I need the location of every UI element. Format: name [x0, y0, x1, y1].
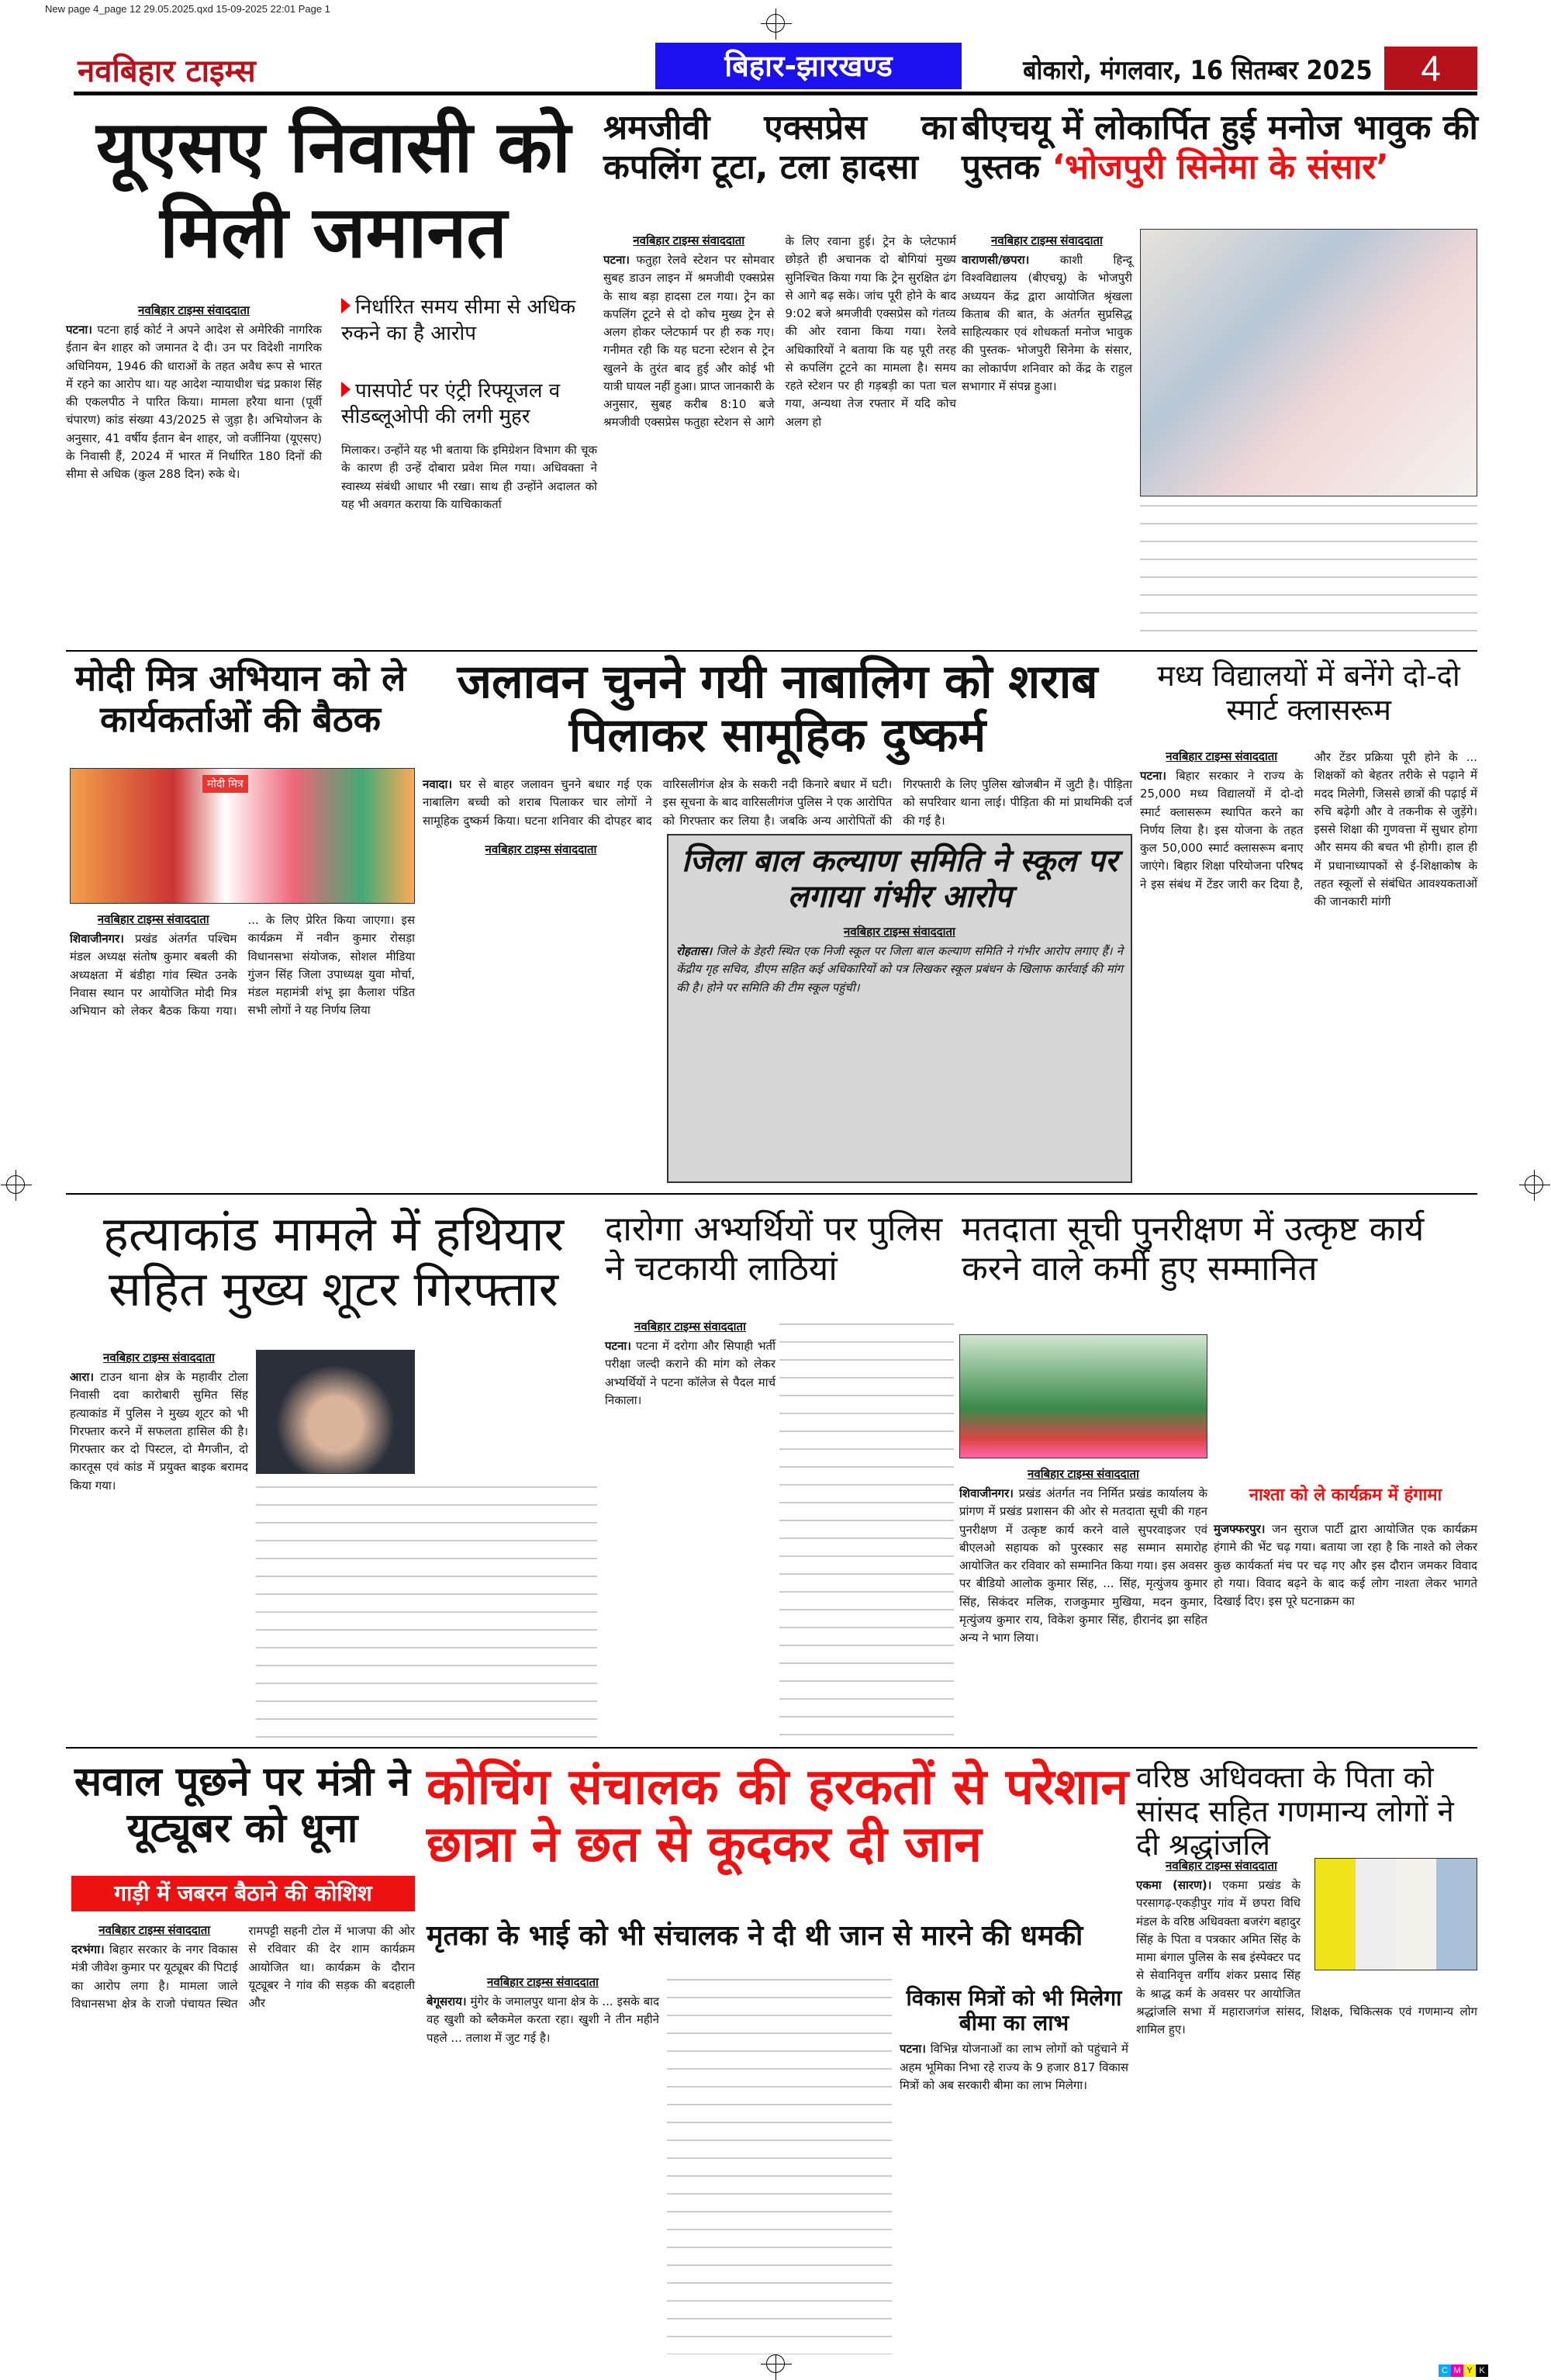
magenta-swatch: M: [1451, 2364, 1463, 2377]
dateline-place: पटना।: [603, 253, 630, 267]
yellow-swatch: Y: [1463, 2364, 1476, 2377]
article-body: पटना हाई कोर्ट ने अपने आदेश से अमेरिकी नागरिक ईतान बेन शाहर को जमानत दे दी। उन पर विदेशी नागरिक अधिनियम, 1946 की धाराओं के तहत अवैध रूप से भारत में रहने का आरोप था। यह आदेश न्यायाधीश चंद्र प्रकाश सिंह की एकलपीठ ने पारित किया। मामला हरैया थाना (पूर्वी चंपारण) कांड संख्या 43/2025 से जुड़ा है। अभियोजन के अनुसार, 41 वर्षीय ईतान बेन शाहर, जो वर्जीनिया (यूएसए) के निवासी हैं, 2024 में भारत में निर्धारित 180 दिनों की सीमा से अधिक (कुल 288 दिन) रुके थे।: [66, 323, 322, 481]
dateline-place: पटना।: [605, 1339, 631, 1353]
article-body: जिले के डेहरी स्थित एक निजी स्कूल पर जिला बाल कल्याण समिति ने गंभीर आरोप लगाए हैं। ने केंद्रीय गृह सचिव, डीएम सहित कई अधिकारियों को पत्र लिखकर स्कूल प्रबंधन के खिलाफ कार्रवाई की मांग की है। होने पर समिति की टीम स्कूल पहुंची।: [676, 944, 1123, 995]
article-body: टाउन थाना क्षेत्र के महावीर टोला निवासी दवा कारोबारी सुमित सिंह हत्याकांड में पुलिस ने मुख्य शूटर को भी गिरफ्तार करने में सफलता हासिल की है। गिरफ्तार कर दो पिस्टल, दो मैगजीन, दो कारतूस एवं कांड में प्रयुक्त बाइक बरामद किया गया।: [70, 1370, 248, 1493]
byline: नवबिहार टाइम्स संवाददाता: [138, 304, 250, 317]
subhead: निर्धारित समय सीमा से अधिक रुकने का है आरोप: [341, 295, 597, 348]
headline-shraddhanjali: वरिष्ठ अधिवक्ता के पिता को सांसद सहित गणमान्य लोगों ने दी श्रद्धांजलि: [1136, 1760, 1454, 1863]
registration-mark-icon: [6, 1175, 25, 1194]
article-smart-class: [1140, 749, 1477, 1187]
byline: नवबिहार टाइम्स संवाददाता: [633, 234, 745, 247]
dateline: बोकारो, मंगलवार, 16 सितम्बर 2025: [1023, 55, 1373, 86]
article-body: एकमा प्रखंड के परसागढ़-एकड़ीपुर गांव में छपरा विधि मंडल के वरिष्ठ अधिवक्ता बजरंग बहादुर सिंह के पिता व पत्रकार अमित सिंह के मामा बंगाल पुलिस के सब इंस्पेक्टर पद से सेवानिवृत्त वर्गीय शंकर प्रसाद सिंह के श्राद्ध कर्म के अवसर पर आयोजित श्रद्धांजलि सभा में महाराजगंज सांसद, शिक्षक, चिकित्सक एवं गणमान्य लोग शामिल हुए।: [1136, 1878, 1477, 2036]
subhead-coaching: मृतका के भाई को भी संचालक ने दी थी जान से मारने की धमकी: [427, 1920, 1083, 1952]
dateline-place: पटना।: [900, 2042, 926, 2057]
divider: [66, 650, 1477, 652]
byline: नवबिहार टाइम्स संवाददाता: [1028, 1468, 1139, 1481]
dateline-place: रोहतास।: [676, 944, 713, 958]
headline-nashta: नाश्ता को ले कार्यक्रम में हंगामा: [1249, 1486, 1442, 1505]
article-nashta: [1214, 1520, 1477, 1610]
dateline-place: मुजफ्फरपुर।: [1214, 1522, 1266, 1536]
dateline-place: वाराणसी/छपरा।: [962, 253, 1030, 267]
byline: नवबिहार टाइम्स संवाददाता: [485, 843, 597, 856]
cyan-swatch: C: [1439, 2364, 1451, 2377]
registration-mark-icon: [766, 14, 785, 33]
article-hatyakand: [70, 1350, 248, 1495]
byline: नवबिहार टाइम्स संवाददाता: [1166, 1859, 1277, 1873]
registration-mark-icon: [1525, 1175, 1543, 1194]
headline-jalawan: जलावन चुनने गयी नाबालिग को शराब पिलाकर सामूहिक दुष्कर्म: [457, 655, 1098, 763]
headline-daroga: दारोगा अभ्यर्थियों पर पुलिस ने चटकायी लाठियां: [605, 1209, 943, 1289]
article-body: बिहार सरकार ने राज्य के 25,000 मध्य विद्यालयों में दो-दो स्मार्ट क्लासरूम स्थापित करने का निर्णय लिया है। इस योजना के तहत कुल 50,000 स्मार्ट क्लासरूम बनाए जाएंगे। बिहार शिक्षा परियोजना परिषद ने इस संबंध में टेंडर जारी कर दिया है, और टेंडर प्रक्रिया पूरी होने के ... शिक्षकों को बेहतर तरीके से पढ़ाने में मदद मिलेगी, जिससे छात्रों की पढ़ाई में रुचि बढ़ेगी और वे तकनीक से जुड़ेंगे। इससे शिक्षा की गुणवत्ता में सुधार होगा और समय की बचत भी होगी। हाल ही में प्रधानाध्यापकों से ई-शिक्षाकोष के तहत स्कूलों से संबंधित आवश्यकताओं की जानकारी मांगी: [1140, 750, 1477, 908]
article-body: विभिन्न योजनाओं का लाभ लोगों को पहुंचाने में अहम भूमिका निभा रहे राज्य के 9 हजार 817 विकास मित्रों को अब सरकारी बीमा का लाभ मिलेगा।: [900, 2042, 1128, 2092]
page-number: 4: [1384, 47, 1477, 90]
article-body: मुंगेर के जमालपुर थाना क्षेत्र के ... इसके बाद वह खुशी को ब्लैकमेल करता रहा। खुशी ने तीन महीने पहले ... तलाश में जुट गई है।: [427, 1994, 659, 2045]
article-body: बिहार सरकार के नगर विकास मंत्री जीवेश कुमार पर यूट्यूबर की पिटाई का आरोप लगा है। मामला जाले विधानसभा क्षेत्र के राजो पंचायत स्थित रामपट्टी सहनी टोल में भाजपा की ओर से रविवार की देर शाम कार्यक्रम आयोजित था। कार्यक्रम के दौरान यूट्यूबर ने गांव की सड़क की बदहाली और: [71, 1924, 415, 2011]
article-vikas-mitra: [900, 1986, 1128, 2095]
article-daroga: [605, 1319, 776, 1410]
dateline-place: बेगूसराय।: [427, 1994, 467, 2008]
text-filler: [256, 1482, 597, 1738]
byline: नवबिहार टाइम्स संवाददाता: [103, 1351, 215, 1365]
article-jalawan: [423, 776, 1132, 834]
text-filler: [1140, 500, 1477, 644]
headline-bal-kalyan: जिला बाल कल्याण समिति ने स्कूल पर लगाया गंभीर आरोप: [681, 843, 1118, 915]
byline: नवबिहार टाइम्स संवाददाता: [98, 1924, 211, 1937]
byline: नवबिहार टाइम्स संवाददाता: [844, 925, 955, 939]
text-filler: [779, 1319, 954, 1738]
section-title: बिहार-झारखण्ड: [655, 43, 962, 89]
article-bhu: [962, 233, 1132, 396]
article-jalawan-cont: [423, 842, 659, 860]
headline-smart-class: मध्य विद्यालयों में बनेंगे दो-दो स्मार्ट क्लासरूम: [1157, 659, 1460, 727]
article-modi-mitra: [70, 912, 415, 1187]
byline: नवबिहार टाइम्स संवाददाता: [97, 913, 209, 926]
article-body: फतुहा रेलवे स्टेशन पर सोमवार सुबह डाउन लाइन में श्रमजीवी एक्सप्रेस के साथ बड़ा हादसा टल गया। ट्रेन का कपलिंग टूटने से दो कोच मुख्य ट्रेन से अलग होकर प्लेटफार्म पर ही रुक गए। गनीमत रही कि यह घटना स्टेशन से ट्रेन खुलने के तुरंत बाद हुई और कोई भी यात्री घायल नहीं हुआ। प्राप्त जानकारी के अनुसार, सुबह करीब 8:10 बजे श्रमजीवी एक्सप्रेस फतुहा स्टेशन से आगे के लिए रवाना हुई। ट्रेन के प्लेटफार्म छोड़ते ही अचानक दो बोगियां मुख्य: [603, 234, 956, 430]
bal-kalyan-box: [667, 834, 1132, 1183]
felicitation-photo: [959, 1334, 1207, 1458]
registration-mark-icon: [766, 2354, 785, 2373]
dateline-place: आरा।: [70, 1370, 95, 1384]
text-filler: [667, 1974, 892, 2354]
headline-highlight: ‘भोजपुरी सिनेमा के संसार’: [1052, 147, 1389, 187]
article-body: काशी हिन्दू विश्वविद्यालय (बीएचयू) के भोजपुरी अध्ययन केंद्र द्वारा आयोजित श्रृंखला किताब की बात, के अंतर्गत सुप्रसिद्ध साहित्यकार एवं शोधकर्ता मनोज भावुक की पुस्तक- भोजपुरी सिनेमा के संसार, का लोकार्पण शनिवार को केंद्र के राहुल सभागार में संपन्न हुआ।: [962, 253, 1132, 393]
article-body: जन सुराज पार्टी द्वारा आयोजित एक कार्यक्रम हंगामे की भेंट चढ़ गया। बताया जा रहा है कि नाश्ते को लेकर कुछ कार्यकर्ता मंच पर चढ़ गए और इस दौरान जमकर विवाद हो गया। विवाद बढ़ने के बाद कई लोग नाश्ता लेकर भागते दिखाई दिए। इस पूरे घटनाक्रम का: [1214, 1522, 1477, 1608]
subhead-banner: गाड़ी में जबरन बैठाने की कोशिश: [71, 1876, 415, 1911]
dateline-place: पटना।: [66, 323, 92, 337]
headline-vikas-mitra: विकास मित्रों को भी मिलेगा बीमा का लाभ: [906, 1985, 1122, 2036]
banner-text: मोदी मित्र: [202, 775, 248, 793]
article-train: [603, 233, 956, 644]
byline: नवबिहार टाइम्स संवाददाता: [991, 234, 1103, 247]
headline-hatyakand: हत्याकांड मामले में हथियार सहित मुख्य शूटर गिरफ्तार: [102, 1206, 565, 1318]
headline-youtuber: सवाल पूछने पर मंत्री ने यूट्यूबर को धूना: [74, 1759, 410, 1852]
masthead-rule: [74, 92, 1477, 95]
divider: [66, 1193, 1477, 1195]
headline-train: श्रमजीवी एक्सप्रेस का कपलिंग टूटा, टला हादसा: [603, 108, 956, 187]
article-youtuber: [71, 1922, 415, 2357]
article-matdata: [959, 1466, 1207, 1647]
headline-matdata: मतदाता सूची पुनरीक्षण में उत्कृष्ट कार्य करने वाले कर्मी हुए सम्मानित: [962, 1209, 1425, 1289]
handcuffs-photo: [256, 1350, 415, 1474]
cmyk-color-bar: [1439, 2363, 1488, 2377]
byline: नवबिहार टाइम्स संवाददाता: [1166, 750, 1278, 763]
article-shraddhanjali: [1136, 1858, 1477, 2039]
bhu-book-launch-photo: [1140, 229, 1477, 496]
print-slug: New page 4_page 12 29.05.2025.qxd 15-09-2025 22:01 Page 1: [45, 3, 330, 15]
article-body: मिलाकर। उन्होंने यह भी बताया कि इमिग्रेशन विभाग की चूक के कारण ही उन्हें दोबारा प्रवेश मिल गया। अधिवक्ता ने स्वास्थ्य संबंधी आधार भी रखा। साथ ही उन्होंने अदालत को यह भी अवगत कराया कि याचिकाकर्ता: [341, 443, 597, 511]
headline-bhu: [962, 109, 1481, 187]
newspaper-logo: नवबिहार टाइम्स: [78, 54, 256, 89]
byline: नवबिहार टाइम्स संवाददाता: [634, 1320, 746, 1334]
black-swatch: K: [1476, 2364, 1488, 2377]
article-usa: [66, 303, 322, 483]
article-coaching: [427, 1974, 659, 2047]
article-body: पटना में दरोगा और सिपाही भर्ती परीक्षा जल्दी कराने की मांग को लेकर अभ्यर्थियों ने पटना कॉलेज से पैदल मार्च निकाला।: [605, 1339, 776, 1407]
dateline-place: शिवाजीनगर।: [70, 932, 124, 946]
divider: [66, 1747, 1477, 1749]
article-body: घर से बाहर जलावन चुनने बधार गई एक नाबालिग बच्ची को शराब पिलाकर चार लोगों ने सामूहिक दुष्कर्म किया। घटना शनिवार की दोपहर बाद वारिसलीगंज क्षेत्र के सकरी नदी किनारे बधार में घटी। इस सूचना के बाद वारिसलीगंज पुलिस ने एक आरोपित को गिरफ्तार कर लिया है। जबकि अन्य आरोपितों की गिरफ्तारी के लिए पुलिस खोजबीन में जुटी है। पीड़िता को सपरिवार थाना लाई। पीड़िता की मां प्राथमिकी दर्ज की गई है।: [423, 777, 1132, 828]
dateline-place: शिवाजीनगर।: [959, 1486, 1014, 1500]
article-body: प्रखंड अंतर्गत पश्चिम मंडल अध्यक्ष संतोष कुमार बबली की अध्यक्षता में बंडीहा गांव स्थित उनके निवास स्थान पर आयोजित मोदी मित्र अभियान को लेकर बैठक किया गया। ... के लिए प्रेरित किया जाएगा। इस कार्यक्रम में नवीन कुमार रोसड़ा विधानसभा संयोजक, सोशल मीडिया गुंजन सिंह जिला उपाध्यक्ष युवा मोर्चा, मंडल महामंत्री शंभू झा कैलाश पंडित सभी लोगों ने यह निर्णय लिया: [70, 913, 415, 1018]
headline-coaching: कोचिंग संचालक की हरकतों से परेशान छात्रा ने छत से कूदकर दी जान: [427, 1759, 1128, 1873]
headline-usa: यूएसए निवासी को मिली जमानत: [96, 106, 571, 275]
headline-modi-mitra: मोदी मित्र अभियान को ले कार्यकर्ताओं की बैठक: [74, 657, 406, 740]
byline: नवबिहार टाइम्स संवाददाता: [487, 1976, 599, 1989]
dateline-place: पटना।: [1140, 769, 1166, 783]
article-body: सुनिश्चित किया गया कि ट्रेन सुरक्षित ढंग से आगे बढ़ सके। जांच पूरी होने के बाद 9:02 बजे श्रमजीवी एक्सप्रेस को गंतव्य की ओर रवाना किया गया। रेलवे अधिकारियों ने बताया कि यह पूरी तरह से कपलिंग टूटने का मामला है। समय रहते स्टेशन पर ही गड़बड़ी का पता चल गया, अन्यथा तेज रफ्तार में यदि कोच अलग हो: [785, 270, 956, 429]
dateline-place: नवादा।: [423, 777, 453, 791]
subhead: पासपोर्ट पर एंट्री रिफ्यूजल व सीडब्लूओपी की लगी मुहर: [341, 379, 597, 431]
headline-text: बीएचयू में लोकार्पित हुई मनोज भावुक की पुस्तक: [962, 108, 1478, 187]
usa-subheads: [341, 295, 597, 514]
meeting-photo: [70, 768, 415, 904]
dateline-place: दरभंगा।: [71, 1942, 105, 1956]
dateline-place: एकमा (सारण)।: [1136, 1878, 1212, 1892]
article-body: प्रखंड अंतर्गत नव निर्मित प्रखंड कार्यालय के प्रांगण में प्रखंड प्रशासन की ओर से मतदाता सूची की गहन पुनरीक्षण में उत्कृष्ट कार्य करने वाले सुपरवाइजर एवं बीएलओ सहायक को पुरस्कार सह सम्मान समारोह आयोजित कर रविवार को सम्मानित किया गया। इस अवसर पर बीडियो आलोक कुमार सिंह, ... सिंह, मृत्युंजय कुमार सिंह, सिकंदर मलिक, राजकुमार मुखिया, मदन कुमार, मृत्युंजय कुमार राय, विकेश कुमार सिंह, हीरानंद झा सहित अन्य ने भाग लिया।: [959, 1486, 1207, 1645]
